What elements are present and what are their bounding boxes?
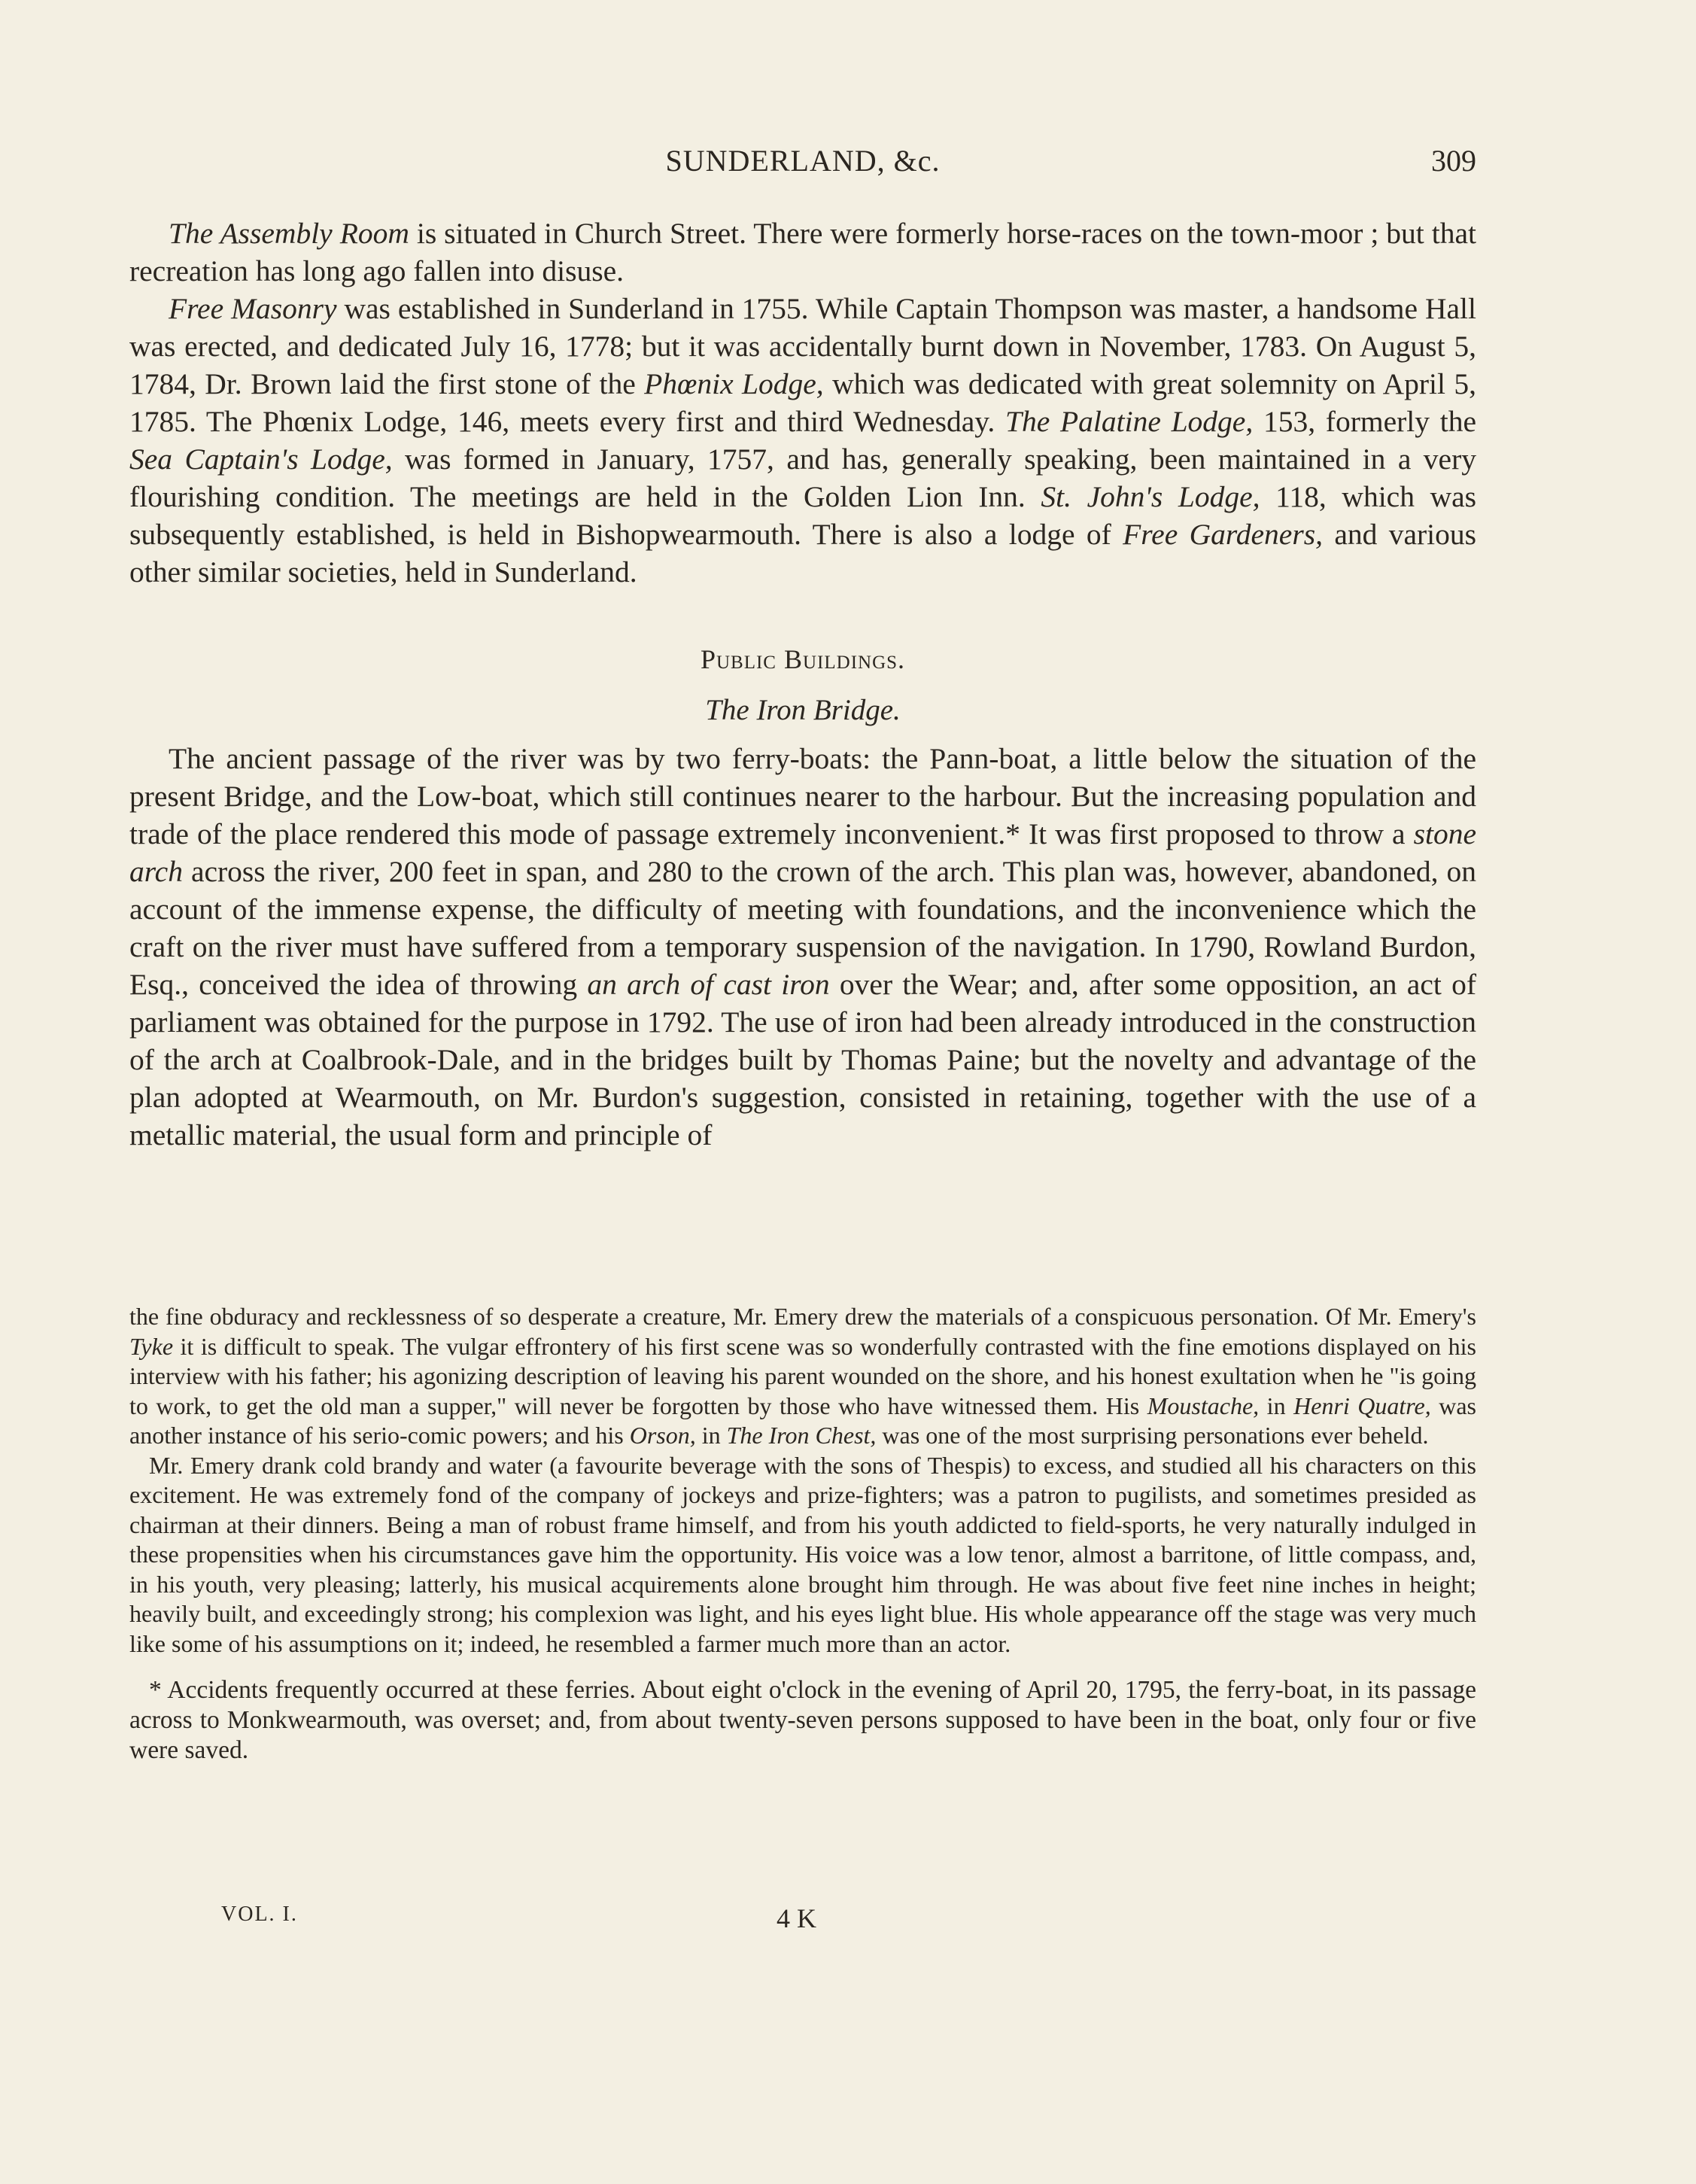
text-run: 118, which was subsequently established, is held in Bishopwearmouth. There is also a lodge of xyxy=(129,480,1477,551)
italic-run: The Iron Chest, xyxy=(726,1422,877,1449)
text-run: The ancient passage of the river was by two ferry-boats: the Pann-boat, a little below the situation of the present Bridge, and the Low-boat, which still continues nearer to the harbour. But the increasing population and trade of the place rendered this mode of passage extremely inconvenient.* It was first proposed to throw a xyxy=(129,742,1476,850)
text-run: is situated in Church Street. There were formerly horse-races on the town-moor ; but that recreation has long ago fallen into disuse. xyxy=(129,217,1476,287)
text-run: and various other similar societies, held in Sunderland. xyxy=(129,518,1476,589)
volume-mark: VOL. I. xyxy=(221,1903,298,1926)
signature-mark: 4 K xyxy=(777,1903,816,1933)
section-heading-public-buildings: Public Buildings. xyxy=(700,644,906,674)
italic-run: Free Masonry xyxy=(169,292,337,325)
italic-run: The Palatine Lodge, xyxy=(1005,405,1254,438)
text-run: which was dedicated with great solemnity on April 5, 1785. The Phœnix Lodge, 146, meets every first and third Wednesday. xyxy=(129,367,1476,438)
paragraph-iron-bridge xyxy=(129,740,1476,1154)
paragraph-free-masonry xyxy=(129,290,1476,591)
text-run: * Accidents frequently occurred at these ferries. About eight o'clock in the evening of April 20, 1795, the ferry-boat, in its passage across to Monkwearmouth, was overset; and, from about twenty-seven persons supposed to have been in the boat, only four or five were saved. xyxy=(129,1676,1476,1764)
main-text xyxy=(129,214,1476,1154)
text-run: was established in Sunderland in 1755. While Captain Thompson was master, a handsome Hall was erected, and dedicated July 16, 1778; but it was accidentally burnt down in November, 1783. On August 5, 1784, Dr. Brown laid the first stone of the xyxy=(129,292,1476,400)
text-run: 153, formerly the xyxy=(1253,405,1476,438)
italic-run: Moustache, xyxy=(1147,1392,1260,1419)
text-run: in xyxy=(1259,1392,1294,1419)
italic-run: Phœnix Lodge, xyxy=(644,367,824,400)
italic-run: an arch of cast iron xyxy=(587,968,830,1001)
text-run: it is difficult to speak. The vulgar effrontery of his first scene was so wonderfully contrasted with the fine emotions displayed on his interview with his father; his agonizing description of leaving his parent wounded on the shore, and his honest exultation when he "is going to work, to get the old man a supper," will never be forgotten by those who have witnessed them. His xyxy=(129,1332,1476,1419)
italic-run: stone arch xyxy=(129,817,1476,888)
footnote-emery-habits xyxy=(129,1451,1476,1659)
text-run: the fine obduracy and recklessness of so desperate a creature, Mr. Emery drew the materials of a conspicuous personation. Of Mr. Emery's xyxy=(129,1303,1476,1330)
page-footer xyxy=(129,1903,1476,1940)
paragraph-assembly-room xyxy=(129,214,1476,290)
italic-run: Henri Quatre, xyxy=(1293,1392,1431,1419)
text-run: across the river, 200 feet in span, and 280 to the crown of the arch. This plan was, however, abandoned, on account of the immense expense, the difficulty of meeting with foundations, and the inconvenience which the craft on the river must have suffered from a temporary suspension of the navigation. In 1790, Rowland Burdon, Esq., conceived the idea of throwing xyxy=(129,855,1476,1001)
text-run: was another instance of his serio-comic powers; and his xyxy=(129,1392,1477,1449)
italic-run: St. John's Lodge, xyxy=(1041,480,1260,513)
text-run: Mr. Emery drank cold brandy and water (a favourite beverage with the sons of Thespis) to excess, and studied all his characters on this excitement. He was extremely fond of the company of jockeys and prize-fighters; was a patron to pugilists, and sometimes presided as chairman at their dinners. Being a man of robust frame himself, and from his youth addicted to field-sports, he very naturally indulged in these propensities when his circumstances gave him the opportunity. His voice was a low tenor, almost a barritone, of little compass, and, in his youth, very pleasing; latterly, his musical acquirements alone brought him through. He was about five feet nine inches in height; heavily built, and exceedingly strong; his complexion was light, and his eyes light blue. His whole appearance off the stage was very much like some of his assumptions on it; indeed, he resembled a farmer much more than an actor. xyxy=(129,1451,1476,1657)
italic-run: Free Gardeners, xyxy=(1123,518,1323,551)
footnote-ferries xyxy=(129,1675,1476,1766)
italic-run: Tyke xyxy=(129,1332,174,1360)
text-run: was formed in January, 1757, and has, generally speaking, been maintained in a very flourishing condition. The meetings are held in the Golden Lion Inn. xyxy=(129,443,1476,513)
page-header xyxy=(129,143,1476,188)
italic-run: Orson, xyxy=(629,1422,696,1449)
italic-run: Sea Captain's Lodge, xyxy=(129,443,393,476)
subsection-heading-iron-bridge: The Iron Bridge. xyxy=(705,694,901,726)
text-run: was one of the most surprising personations ever beheld. xyxy=(876,1422,1429,1449)
running-title: SUNDERLAND, &c. xyxy=(665,144,941,178)
footnotes xyxy=(129,1302,1476,1766)
text-run: over the Wear; and, after some opposition, an act of parliament was obtained for the purpose in 1792. The use of iron had been already introduced in the construction of the arch at Coalbrook-Dale, and in the bridges built by Thomas Paine; but the novelty and advantage of the plan adopted at Wearmouth, on Mr. Burdon's suggestion, consisted in retaining, together with the use of a metallic material, the usual form and principle of xyxy=(129,968,1477,1151)
text-run: in xyxy=(695,1422,727,1449)
footnote-emery-continued xyxy=(129,1302,1476,1451)
italic-run: The Assembly Room xyxy=(169,217,409,250)
page-number: 309 xyxy=(1431,144,1476,178)
